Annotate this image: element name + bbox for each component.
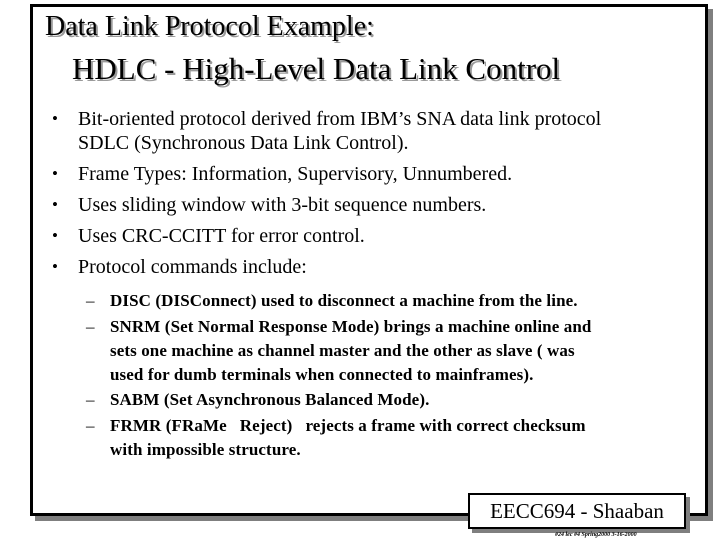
dash-marker: –: [86, 316, 95, 336]
sub-bullet-text-line: sets one machine as channel master and the other as slave ( was: [110, 340, 575, 360]
footer-lecture-info: #24 lec #4 Spring2000 3-16-2000: [555, 532, 637, 538]
footer-course-label: EECC694 - Shaaban: [490, 499, 664, 523]
sub-bullet-text-line: SNRM (Set Normal Response Mode) brings a machine online and: [110, 316, 592, 336]
slide-title: Data Link Protocol Example:: [45, 11, 374, 42]
bullet-item: [50, 107, 700, 155]
sub-bullet-item: [86, 315, 686, 387]
bullet-text: Protocol commands include:: [78, 256, 307, 278]
bullet-item: [50, 193, 700, 217]
bullet-list: [50, 107, 700, 286]
dash-marker: –: [86, 390, 95, 409]
sub-bullet-list: [86, 289, 686, 463]
sub-bullet-item: [86, 414, 686, 462]
sub-bullet-text-line: used for dumb terminals when connected to mainframes).: [110, 364, 534, 384]
bullet-marker: •: [52, 195, 58, 214]
bullet-marker: •: [52, 109, 58, 128]
sub-bullet-text-line: DISC (DISConnect) used to disconnect a machine from the line.: [110, 291, 578, 310]
bullet-text-line: SDLC (Synchronous Data Link Control).: [78, 132, 409, 154]
sub-bullet-text-line: FRMR (FRaMe Reject) rejects a frame with correct checksum: [110, 415, 586, 435]
sub-bullet-item: [86, 388, 686, 412]
dash-marker: –: [86, 291, 95, 310]
slide-subtitle: HDLC - High-Level Data Link Control: [72, 51, 561, 86]
bullet-text: Uses CRC-CCITT for error control.: [78, 225, 365, 247]
bullet-text-line: Bit-oriented protocol derived from IBM’s SNA data link protocol: [78, 108, 602, 130]
bullet-marker: •: [52, 164, 58, 183]
bullet-item: [50, 162, 700, 186]
bullet-text: Frame Types: Information, Supervisory, Unnumbered.: [78, 163, 513, 185]
bullet-marker: •: [52, 257, 58, 276]
bullet-text: Uses sliding window with 3-bit sequence numbers.: [78, 194, 487, 216]
footer-course-box: [468, 493, 686, 529]
bullet-item: [50, 224, 700, 248]
sub-bullet-text-line: SABM (Set Asynchronous Balanced Mode).: [110, 390, 430, 409]
sub-bullet-text-line: with impossible structure.: [110, 439, 301, 459]
dash-marker: –: [86, 415, 95, 435]
bullet-item: [50, 255, 700, 279]
bullet-marker: •: [52, 226, 58, 245]
sub-bullet-item: [86, 289, 686, 313]
